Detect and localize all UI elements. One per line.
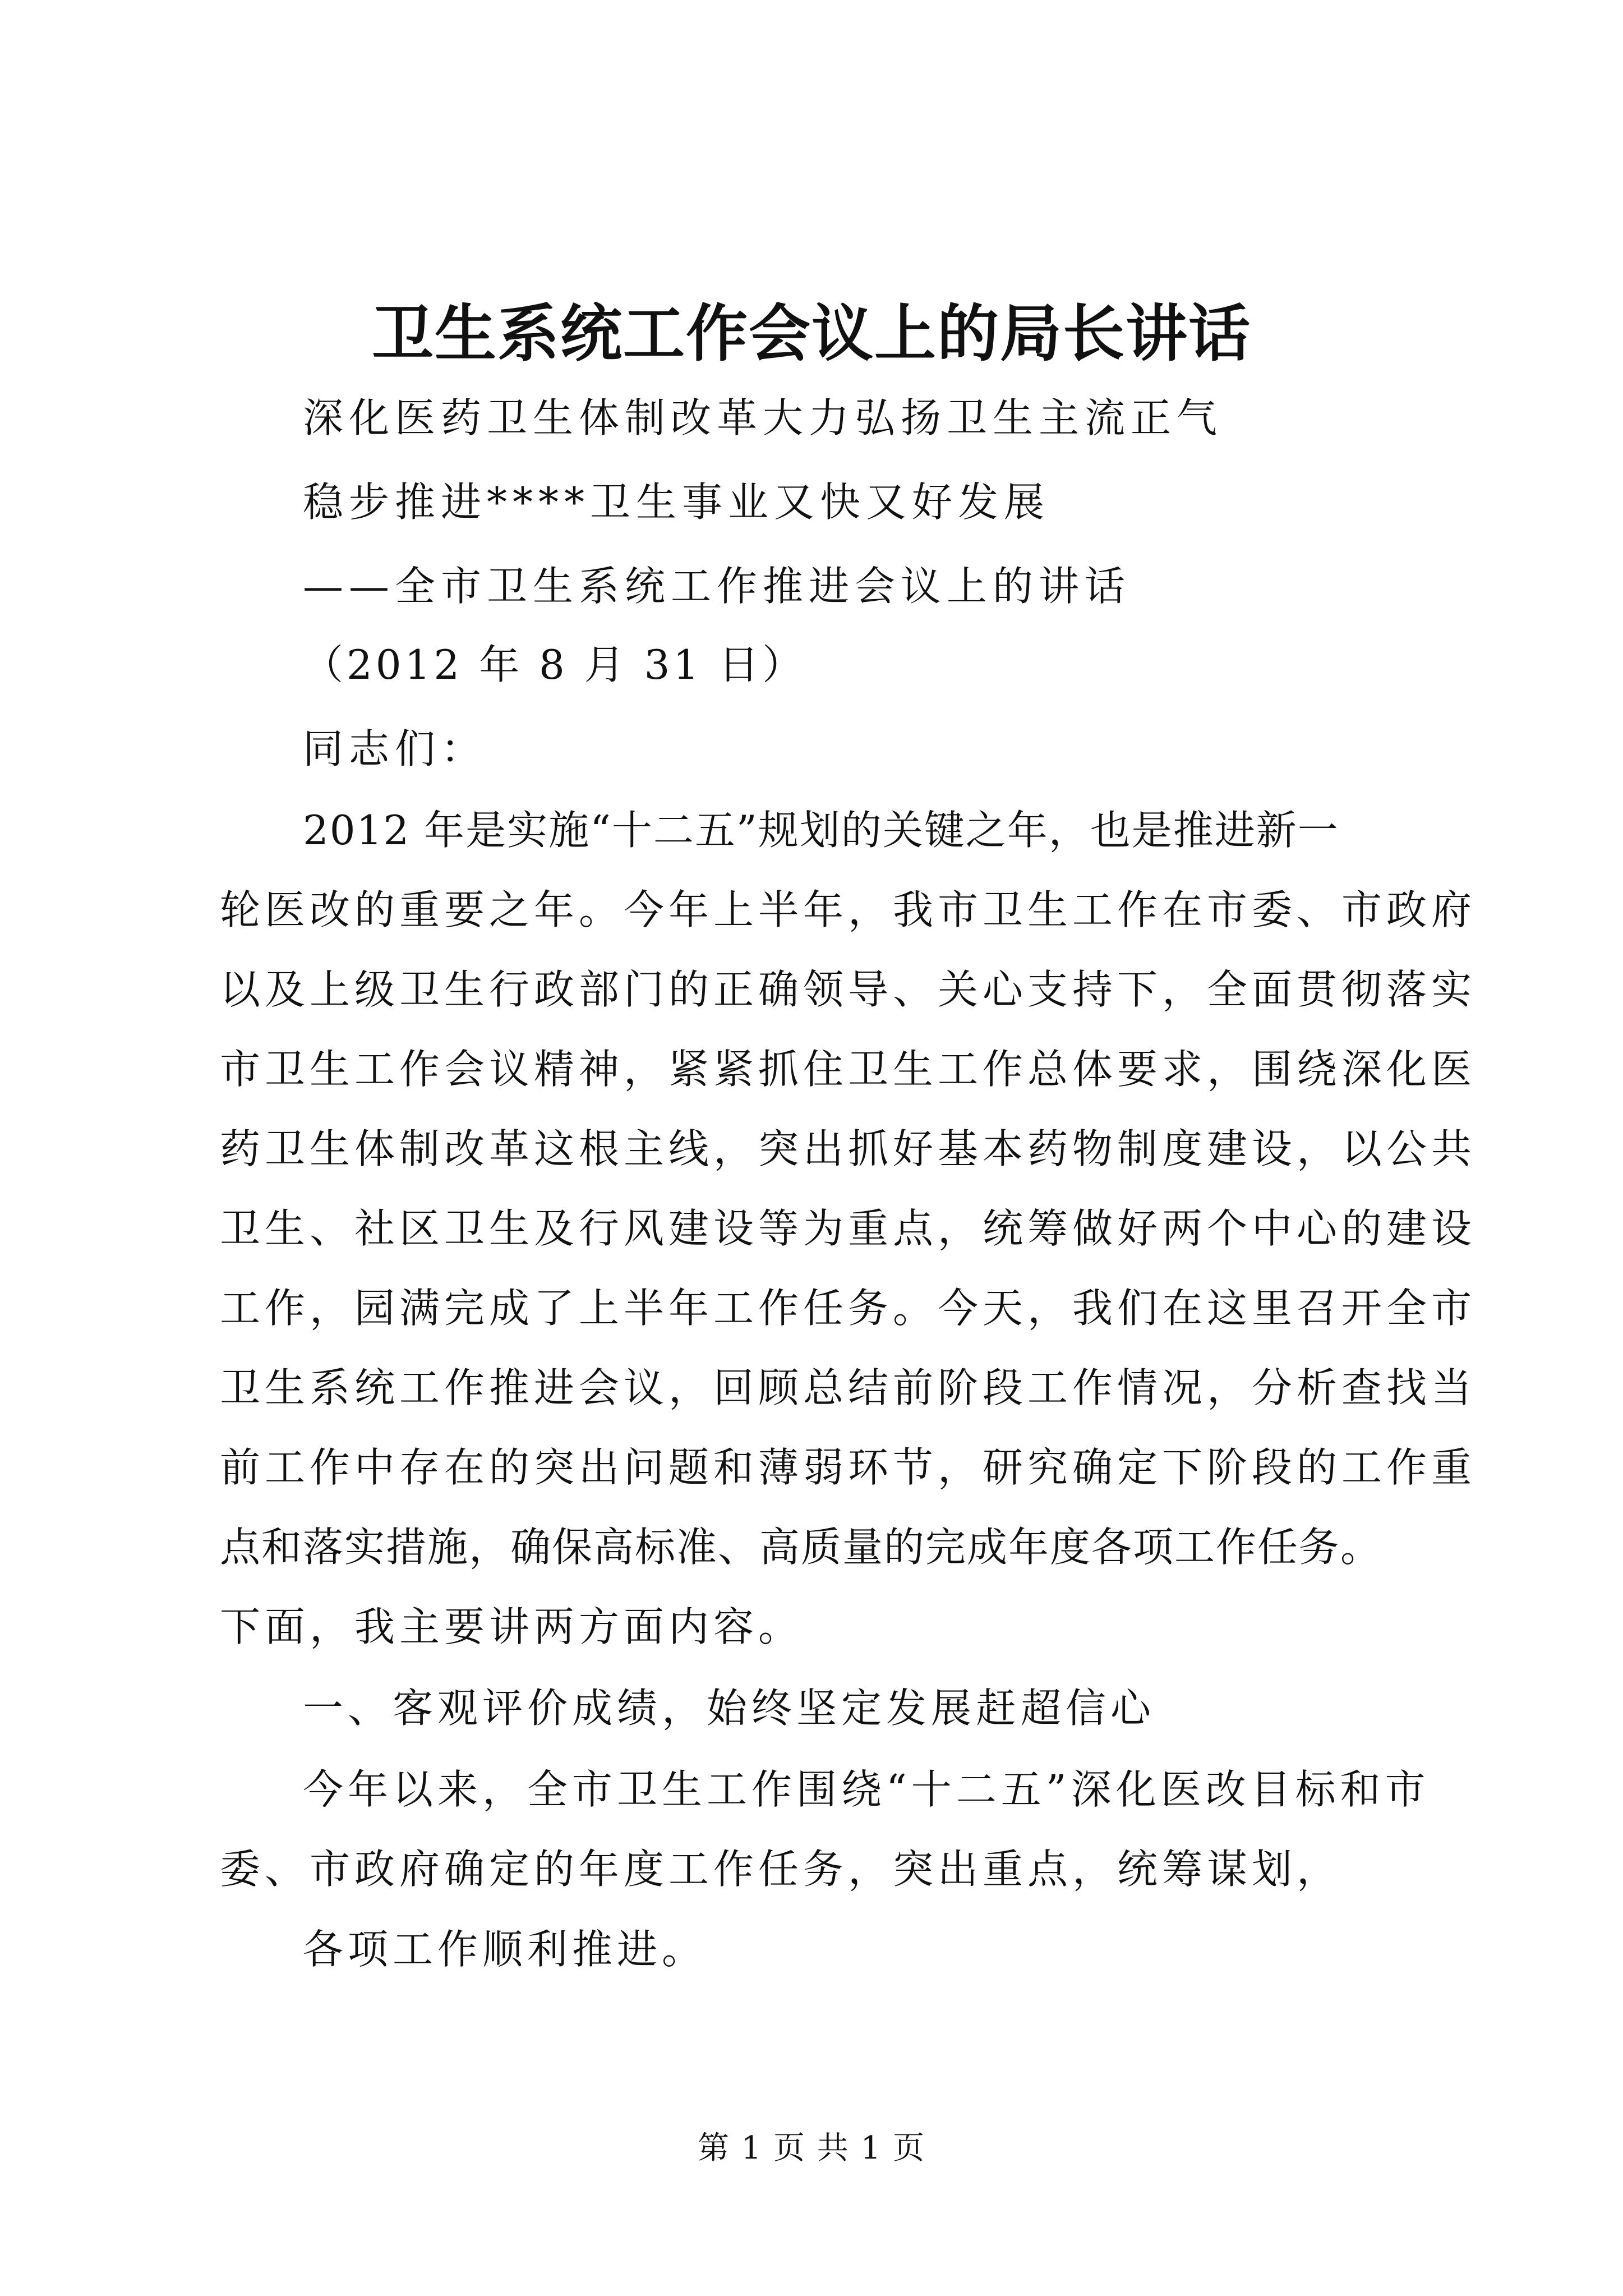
paragraph-1-line: 点和落实措施，确保高标准、高质量的完成年度各项工作任务。: [220, 1524, 1382, 1571]
paragraph-1-line: 卫生、社区卫生及行风建设等为重点，统筹做好两个中心的建设: [220, 1205, 1477, 1252]
paragraph-1-line: 轮医改的重要之年。今年上半年，我市卫生工作在市委、市政府: [220, 886, 1477, 933]
paragraph-1-line: 药卫生体制改革这根主线，突出抓好基本药物制度建设，以公共: [220, 1125, 1477, 1172]
subtitle-line-1: 深化医药卫生体制改革大力弘扬卫生主流正气: [303, 394, 1223, 441]
paragraph-3-line: 各项工作顺利推进。: [303, 1926, 707, 1973]
document-title: 卫生系统工作会议上的局长讲话: [372, 297, 1251, 370]
page-footer: 第 1 页 共 1 页: [697, 2130, 926, 2166]
date-line: （2012 年 8 月 31 日）: [303, 641, 806, 688]
subtitle-line-3: ——全市卫生系统工作推进会议上的讲话: [303, 563, 1131, 610]
paragraph-1-line: 前工作中存在的突出问题和薄弱环节，研究确定下阶段的工作重: [220, 1444, 1477, 1491]
salutation: 同志们：: [303, 725, 487, 772]
paragraph-1-line: 市卫生工作会议精神，紧紧抓住卫生工作总体要求，围绕深化医: [220, 1046, 1477, 1093]
paragraph-1-line: 下面，我主要讲两方面内容。: [220, 1603, 804, 1650]
subtitle-line-2: 稳步推进****卫生事业又快又好发展: [303, 478, 1050, 526]
paragraph-1-line: 2012 年是实施“十二五”规划的关键之年，也是推进新一: [303, 807, 1339, 854]
paragraph-2-line: 今年以来，全市卫生工作围绕“十二五”深化医改目标和市: [303, 1766, 1430, 1813]
paragraph-1-line: 以及上级卫生行政部门的正确领导、关心支持下，全面贯彻落实: [220, 966, 1477, 1013]
section-1-heading: 一、客观评价成绩，始终坚定发展赶超信心: [303, 1685, 1156, 1732]
paragraph-1-line: 卫生系统工作推进会议，回顾总结前阶段工作情况，分析查找当: [220, 1364, 1477, 1411]
paragraph-1-line: 工作，园满完成了上半年工作任务。今天，我们在这里召开全市: [220, 1285, 1477, 1332]
paragraph-2-line: 委、市政府确定的年度工作任务，突出重点，统筹谋划，: [220, 1846, 1342, 1893]
